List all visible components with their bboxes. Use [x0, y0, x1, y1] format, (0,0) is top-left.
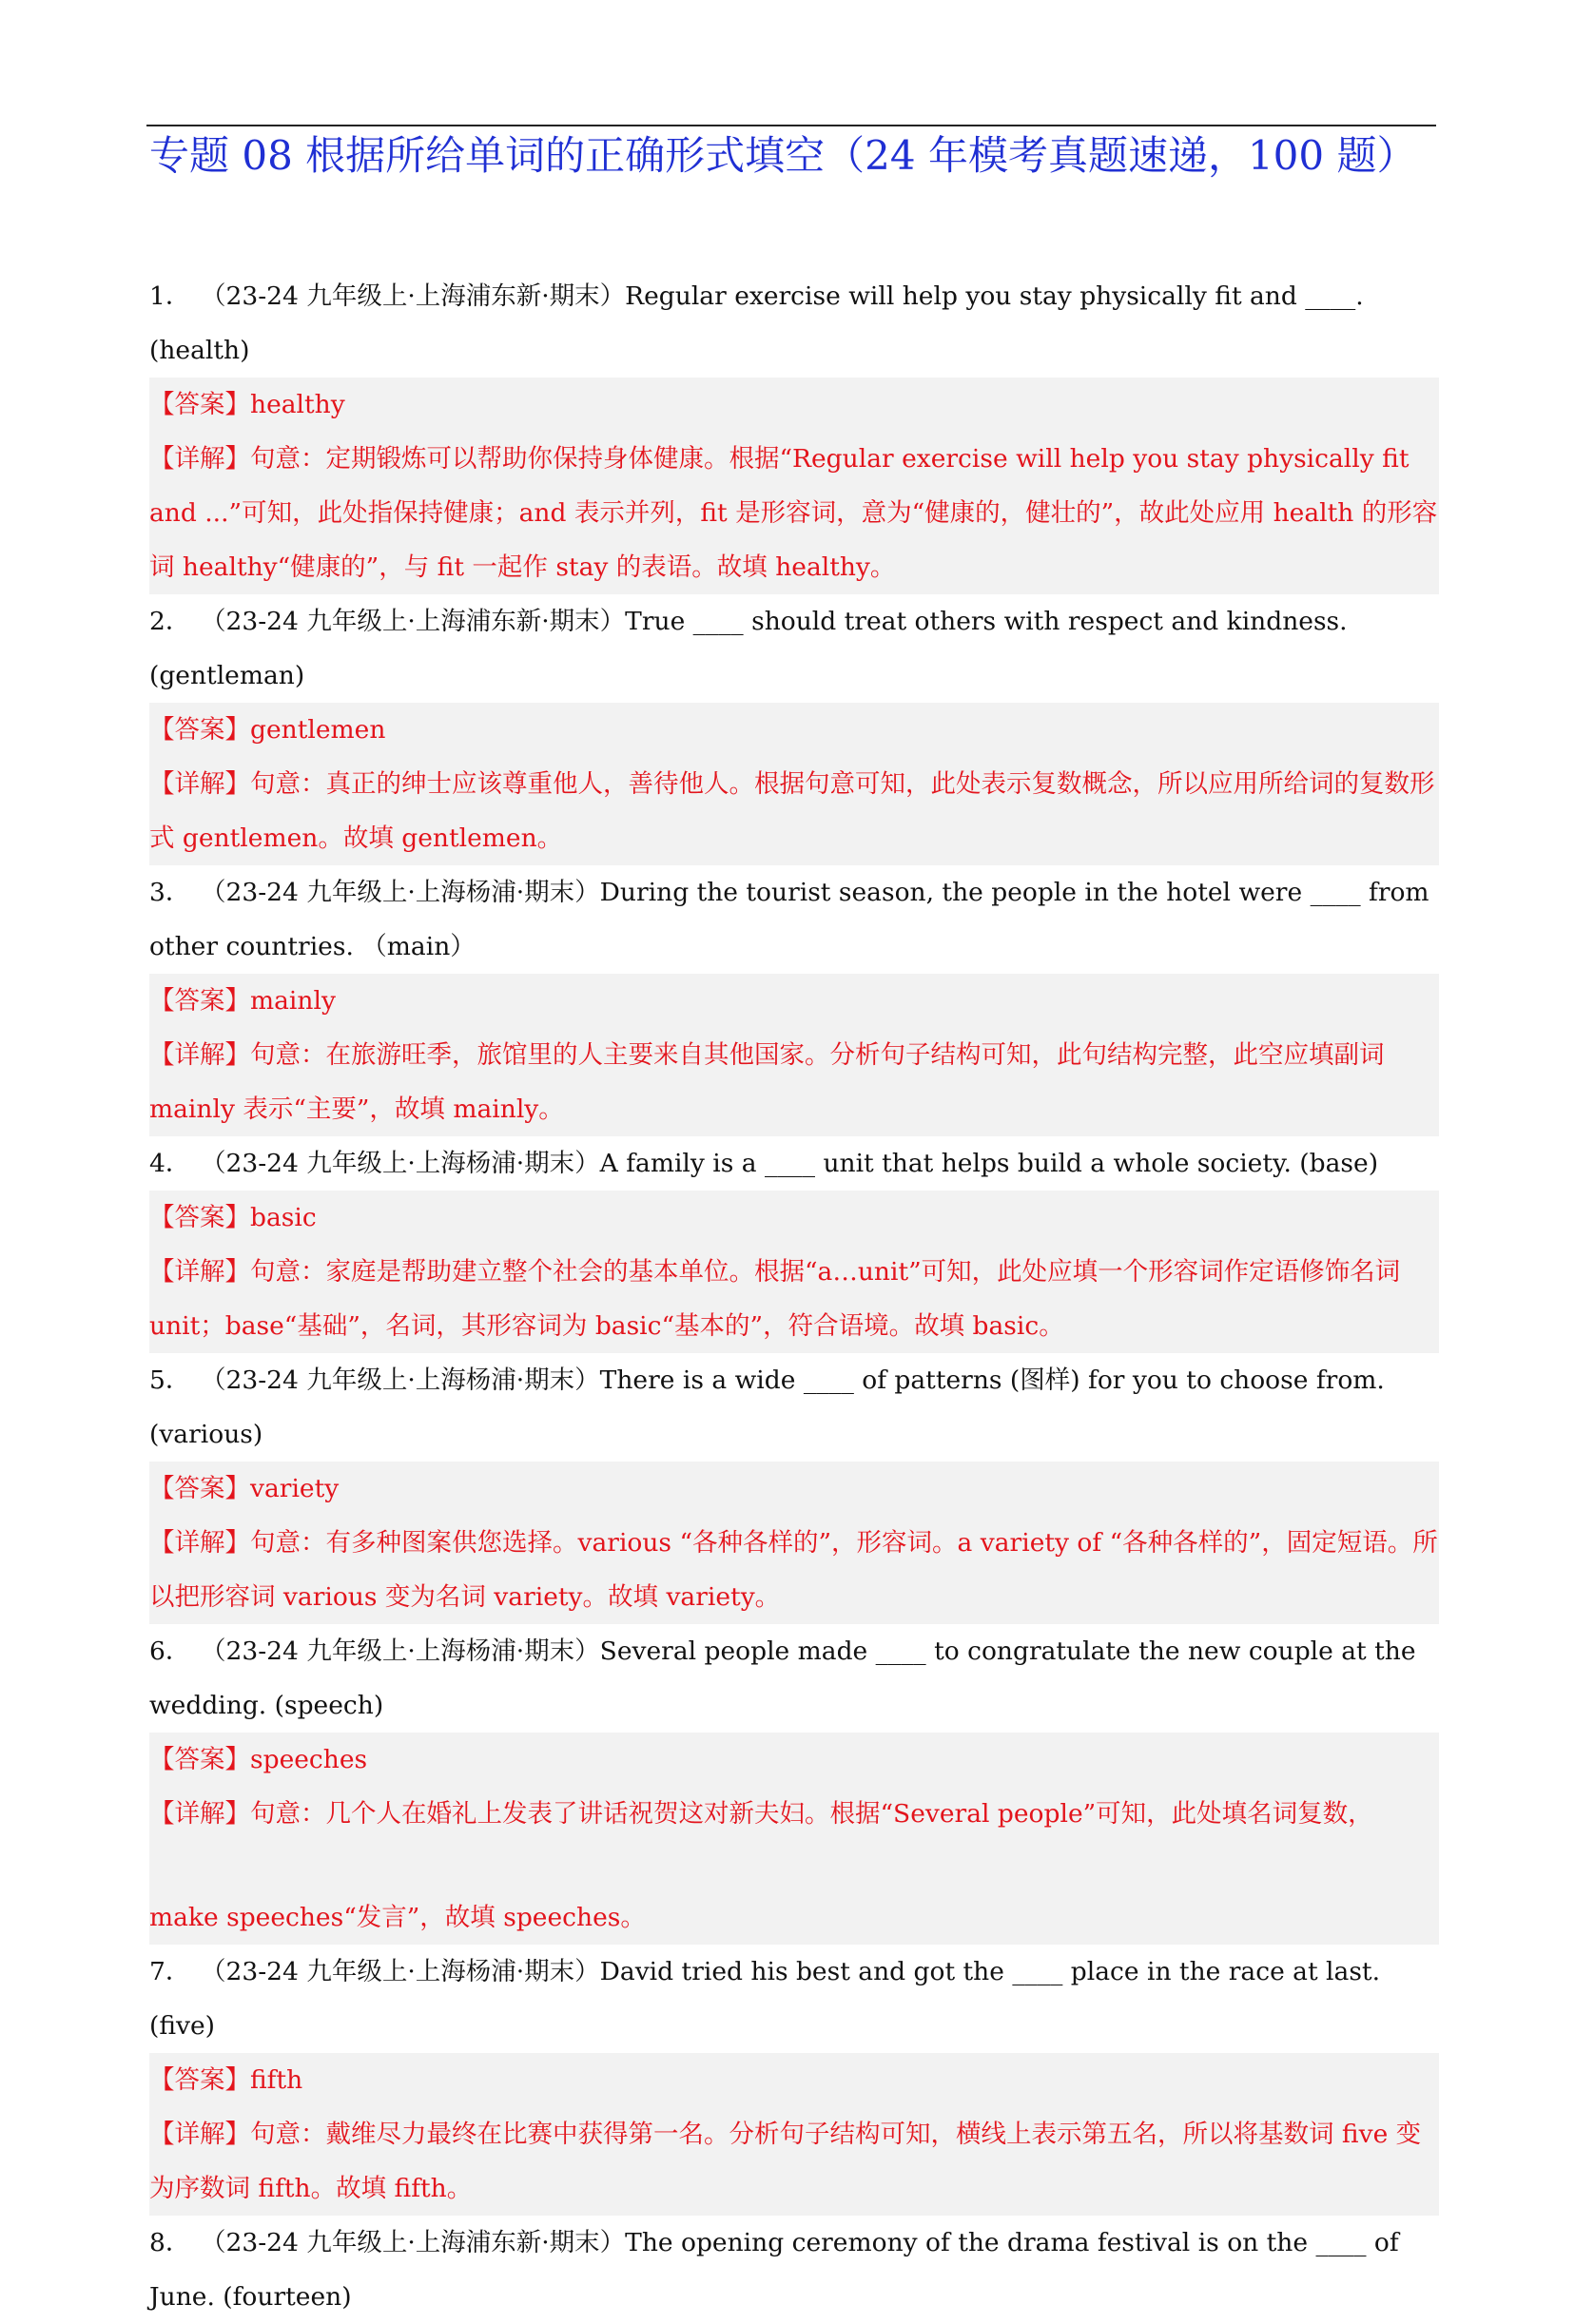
- answer-label: 【答案】: [149, 1474, 250, 1503]
- answer-block-3: [149, 974, 1439, 1136]
- answer-label: 【答案】: [149, 390, 250, 419]
- detail-body: 句意：有多种图案供您选择。various “各种各样的”，形容词。a variety of “各种各样的”，固定短语。所以把形容词 various 变为名词 variety。故填 variety。: [149, 1528, 1438, 1612]
- answer-value: basic: [250, 1203, 317, 1232]
- detail-text: [149, 2107, 1439, 2216]
- answer-line: [149, 703, 1439, 757]
- question-number: 3．: [149, 878, 191, 907]
- question-text: （23-24 九年级上·上海浦东新·期末）Regular exercise will help you stay physically fit and ____. (health): [149, 281, 1364, 365]
- detail-label: 【详解】: [149, 444, 250, 474]
- answer-line: [149, 1191, 1439, 1245]
- question-text: （23-24 九年级上·上海杨浦·期末）During the tourist season, the people in the hotel were ____ from other countries. （main）: [149, 878, 1429, 961]
- question-3: [149, 865, 1439, 974]
- question-4: [149, 1136, 1439, 1191]
- detail-label: 【详解】: [149, 1257, 250, 1287]
- answer-label: 【答案】: [149, 1745, 250, 1774]
- detail-continuation: make speeches“发言”，故填 speeches。: [149, 1903, 646, 1932]
- detail-label: 【详解】: [149, 1799, 250, 1829]
- question-text: （23-24 九年级上·上海浦东新·期末）True ____ should treat others with respect and kindness. (gentleman): [149, 607, 1348, 690]
- question-number: 5．: [149, 1365, 191, 1395]
- detail-label: 【详解】: [149, 1040, 250, 1070]
- question-text: （23-24 九年级上·上海杨浦·期末）David tried his best and got the ____ place in the race at last. (five): [149, 1957, 1380, 2041]
- answer-block-7: [149, 2053, 1439, 2216]
- detail-text: [149, 432, 1439, 594]
- answer-line: [149, 2053, 1439, 2107]
- answer-block-5: [149, 1462, 1439, 1624]
- question-number: 8．: [149, 2228, 191, 2257]
- answer-line: [149, 378, 1439, 432]
- question-8: [149, 2216, 1439, 2324]
- question-5: [149, 1353, 1439, 1462]
- answer-block-4: [149, 1191, 1439, 1353]
- detail-body: 句意：家庭是帮助建立整个社会的基本单位。根据“a…unit”可知，此处应填一个形容词作定语修饰名词 unit；base“基础”，名词，其形容词为 basic“基本的”，符合语境。故填 basic。: [149, 1257, 1401, 1341]
- detail-text: [149, 1516, 1439, 1624]
- question-2: [149, 594, 1439, 703]
- question-number: 7．: [149, 1957, 191, 1986]
- detail-body: 句意：戴维尽力最终在比赛中获得第一名。分析句子结构可知，横线上表示第五名，所以将基数词 five 变为序数词 fifth。故填 fifth。: [149, 2120, 1422, 2203]
- answer-value: mainly: [250, 986, 336, 1016]
- question-number: 4．: [149, 1149, 191, 1178]
- question-number: 1．: [149, 281, 191, 311]
- detail-body: 句意：在旅游旺季，旅馆里的人主要来自其他国家。分析句子结构可知，此句结构完整，此空应填副词 mainly 表示“主要”，故填 mainly。: [149, 1040, 1385, 1124]
- answer-value: fifth: [250, 2065, 303, 2095]
- question-number: 2．: [149, 607, 191, 636]
- answer-label: 【答案】: [149, 986, 250, 1016]
- detail-body: 句意：真正的绅士应该尊重他人，善待他人。根据句意可知，此处表示复数概念，所以应用所给词的复数形式 gentlemen。故填 gentlemen。: [149, 769, 1435, 853]
- answer-line: [149, 974, 1439, 1028]
- answer-label: 【答案】: [149, 1203, 250, 1232]
- detail-body: 句意：几个人在婚礼上发表了讲话祝贺这对新夫妇。根据“Several people”可知，此处填名词复数，: [250, 1799, 1373, 1829]
- question-text: （23-24 九年级上·上海杨浦·期末）A family is a ____ unit that helps build a whole society. (base): [201, 1149, 1379, 1178]
- question-1: [149, 269, 1439, 378]
- detail-text: [149, 757, 1439, 865]
- question-text: （23-24 九年级上·上海浦东新·期末）The opening ceremony of the drama festival is on the ____ of June. (fourteen): [149, 2228, 1399, 2312]
- answer-block-1: [149, 378, 1439, 594]
- answer-block-6: [149, 1733, 1439, 1945]
- answer-label: 【答案】: [149, 2065, 250, 2095]
- answer-block-2: [149, 703, 1439, 865]
- detail-label: 【详解】: [149, 769, 250, 799]
- answer-value: gentlemen: [250, 715, 386, 745]
- detail-body: 句意：定期锻炼可以帮助你保持身体健康。根据“Regular exercise will help you stay physically fit and ...”可知，此处指保持健康；and 表示并列，fit 是形容词，意为“健康的，健壮的”，故此处应用 health 的形容词 healthy“健康的”，与 fit 一起作 stay 的表语。故填 healthy。: [149, 444, 1438, 582]
- question-6: [149, 1624, 1439, 1733]
- answer-line: [149, 1462, 1439, 1516]
- detail-label: 【详解】: [149, 2120, 250, 2149]
- detail-text: [149, 1245, 1439, 1353]
- blank-gap: [149, 1841, 1439, 1890]
- question-number: 6．: [149, 1636, 191, 1666]
- page-title: 专题 08 根据所给单词的正确形式填空（24 年模考真题速递，100 题）: [149, 132, 1417, 179]
- detail-text: [149, 1787, 1439, 1841]
- detail-label: 【详解】: [149, 1528, 250, 1558]
- answer-value: healthy: [250, 390, 345, 419]
- question-7: [149, 1945, 1439, 2053]
- question-text: （23-24 九年级上·上海杨浦·期末）There is a wide ____ of patterns (图样) for you to choose from. (various): [149, 1365, 1385, 1449]
- answer-label: 【答案】: [149, 715, 250, 745]
- detail-text: [149, 1028, 1439, 1136]
- question-text: （23-24 九年级上·上海杨浦·期末）Several people made ____ to congratulate the new couple at the wedding. (speech): [149, 1636, 1416, 1720]
- answer-value: variety: [250, 1474, 340, 1503]
- question-list: [149, 269, 1439, 2324]
- answer-value: speeches: [250, 1745, 368, 1774]
- answer-line: [149, 1733, 1439, 1787]
